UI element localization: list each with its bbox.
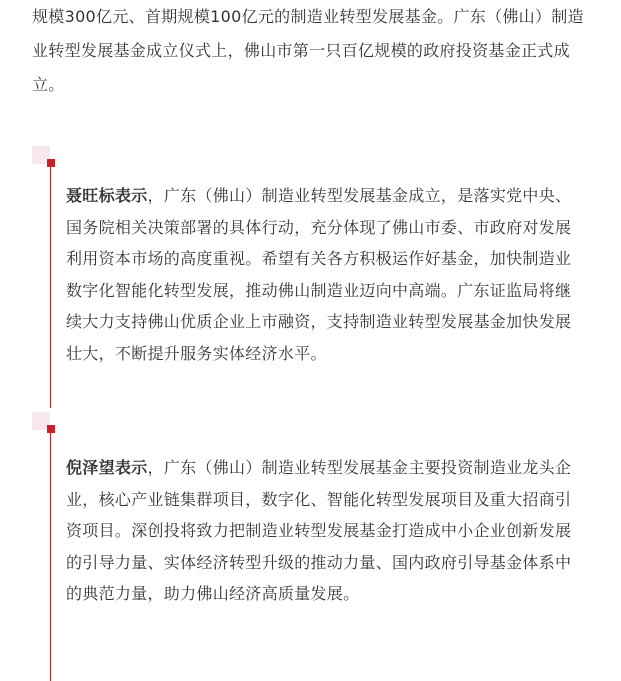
speaker-name: 倪泽望表示 bbox=[66, 458, 148, 477]
quote-body: ，广东（佛山）制造业转型发展基金主要投资制造业龙头企业，核心产业链集群项目，数字化、智能化转型发展项目及重大招商引资项目。深创投将致力把制造业转型发展基金打造成中小企业创新发展的引导力量、实体经济转型升级的推动力量、国内政府引导基金体系中的典范力量，助力佛山经济高质量发展。 bbox=[66, 458, 572, 603]
quote-decoration-dot bbox=[47, 159, 55, 167]
quote-body: ，广东（佛山）制造业转型发展基金成立，是落实党中央、国务院相关决策部署的具体行动，充分体现了佛山市委、市政府对发展利用资本市场的高度重视。希望有关各方积极运作好基金，加快制造业数字化智能化转型发展，推动佛山制造业迈向中高端。广东证监局将继续大力支持佛山优质企业上市融资，支持制造业转型发展基金加快发展壮大，不断提升服务实体经济水平。 bbox=[66, 186, 572, 363]
quote-block-1 bbox=[32, 146, 602, 408]
speaker-name: 聂旺标表示 bbox=[66, 186, 148, 205]
quote-text bbox=[66, 180, 586, 369]
quote-text bbox=[66, 452, 586, 610]
quote-decoration-dot bbox=[47, 425, 55, 433]
quote-block-2 bbox=[32, 412, 602, 681]
quote-decoration-line bbox=[50, 433, 51, 681]
intro-paragraph: 规模300亿元、首期规模100亿元的制造业转型发展基金。广东（佛山）制造业转型发展基金成立仪式上，佛山市第一只百亿规模的政府投资基金正式成立。 bbox=[32, 7, 584, 94]
quote-decoration-line bbox=[50, 167, 51, 408]
